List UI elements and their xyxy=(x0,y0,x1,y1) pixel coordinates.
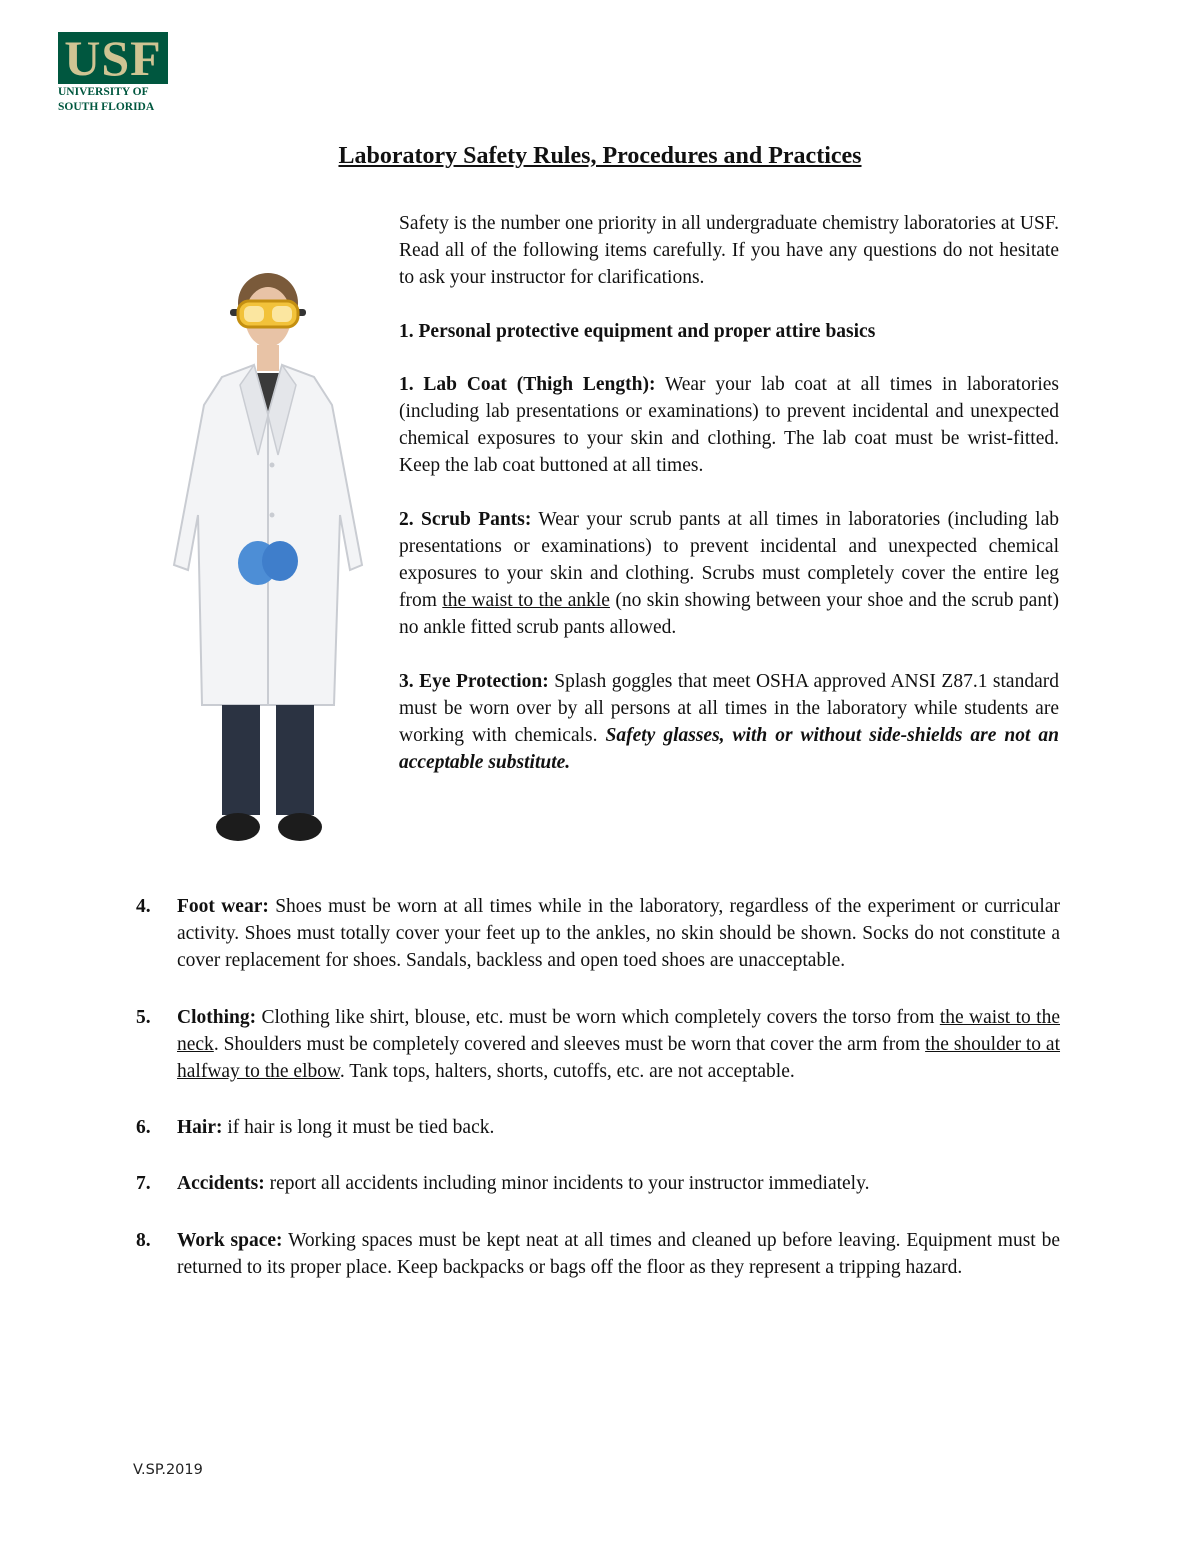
item-label: 2. Scrub Pants: xyxy=(399,508,532,530)
page-title: Laboratory Safety Rules, Procedures and Practices xyxy=(338,143,862,169)
item-label: 3. Eye Protection: xyxy=(399,670,549,692)
underlined-text: the waist to the neck xyxy=(177,1006,1060,1055)
section-heading-ppe: 1. Personal protective equipment and proper attire basics xyxy=(399,320,876,342)
list-item xyxy=(136,1004,1060,1086)
list-item xyxy=(136,1227,1060,1281)
item-lab-coat xyxy=(399,371,1059,480)
usf-logo-letters: USF xyxy=(64,30,162,86)
list-number: 6. xyxy=(136,1117,151,1139)
list-item xyxy=(136,1114,1060,1141)
rule-label: Hair: xyxy=(177,1117,223,1139)
rule-label: Clothing: xyxy=(177,1006,257,1028)
item-text: Splash goggles that meet OSHA approved ANSI Z87.1 standard must be worn over by all persons at all times in the laboratory while students are working with chemicals. xyxy=(399,670,1059,747)
intro-paragraph: Safety is the number one priority in all undergraduate chemistry laboratories at USF. Read all of the following items carefully. If you have any questions do not hesitate to ask your instructor for clarifications. xyxy=(399,213,1059,289)
item-text: Wear your lab coat at all times in laboratories (including lab presentations or examinations) to prevent incidental and unexpected chemical exposures to your skin and clothing. The lab coat must be wrist-fitted. Keep the lab coat buttoned at all times. xyxy=(399,373,1059,477)
rules-list xyxy=(136,893,1060,1310)
lab-coat-person-image xyxy=(162,265,374,855)
emphasis-text: Safety glasses, with or without side-shields are not an acceptable substitute. xyxy=(399,725,1060,774)
usf-logo-line2: SOUTH FLORIDA xyxy=(58,101,155,113)
item-scrub-pants xyxy=(399,506,1059,642)
intro-column xyxy=(399,210,1059,776)
rule-label: Work space: xyxy=(177,1229,283,1251)
list-number: 7. xyxy=(136,1173,151,1195)
item-label: 1. Lab Coat (Thigh Length): xyxy=(399,373,656,395)
underlined-text: the shoulder to at halfway to the elbow xyxy=(177,1033,1061,1083)
rule-text: . Tank tops, halters, shorts, cutoffs, etc. are not acceptable. xyxy=(339,1061,795,1083)
usf-logo-line1: UNIVERSITY OF xyxy=(58,86,149,98)
list-body xyxy=(177,1004,1060,1086)
list-number: 8. xyxy=(136,1229,151,1251)
version-footer: V.SP.2019 xyxy=(133,1462,203,1478)
rule-text: report all accidents including minor incidents to your instructor immediately. xyxy=(264,1173,870,1195)
item-text: Wear your scrub pants at all times in laboratories (including lab presentations or examinations) to prevent incidental and unexpected chemical exposures to your skin and clothing. Scrubs must completely cover the entire leg from xyxy=(399,508,1059,612)
underlined-text: the waist to the ankle xyxy=(442,590,610,612)
item-text: (no skin showing between your shoe and the scrub pant) no ankle fitted scrub pants allowed. xyxy=(399,590,1059,639)
usf-logo xyxy=(58,32,170,114)
usf-logo-box xyxy=(58,32,168,84)
list-item xyxy=(136,893,1060,975)
rule-label: Foot wear: xyxy=(177,896,269,917)
rule-text: Clothing like shirt, blouse, etc. must be worn which completely covers the torso from xyxy=(256,1006,940,1028)
rule-text: if hair is long it must be tied back. xyxy=(222,1117,495,1139)
list-number: 5. xyxy=(136,1006,151,1028)
item-eye-protection xyxy=(399,668,1059,777)
list-number: 4. xyxy=(136,896,151,917)
list-body xyxy=(177,1114,1060,1141)
list-body xyxy=(177,1170,1060,1197)
rule-text: . Shoulders must be completely covered and sleeves must be worn that cover the arm from xyxy=(213,1033,926,1055)
list-body xyxy=(177,1227,1060,1281)
list-body xyxy=(177,893,1060,975)
rule-text: Working spaces must be kept neat at all times and cleaned up before leaving. Equipment must be returned to its proper place. Keep backpacks or bags off the floor as they represent a tripping hazard. xyxy=(177,1229,1060,1278)
list-item xyxy=(136,1170,1060,1197)
rule-label: Accidents: xyxy=(177,1173,265,1195)
rule-text: Shoes must be worn at all times while in the laboratory, regardless of the experiment or curricular activity. Shoes must totally cover your feet up to the ankles, no skin should be shown. Socks do not constitute a cover replacement for shoes. Sandals, backless and open toed shoes are unacceptable. xyxy=(177,896,1060,972)
